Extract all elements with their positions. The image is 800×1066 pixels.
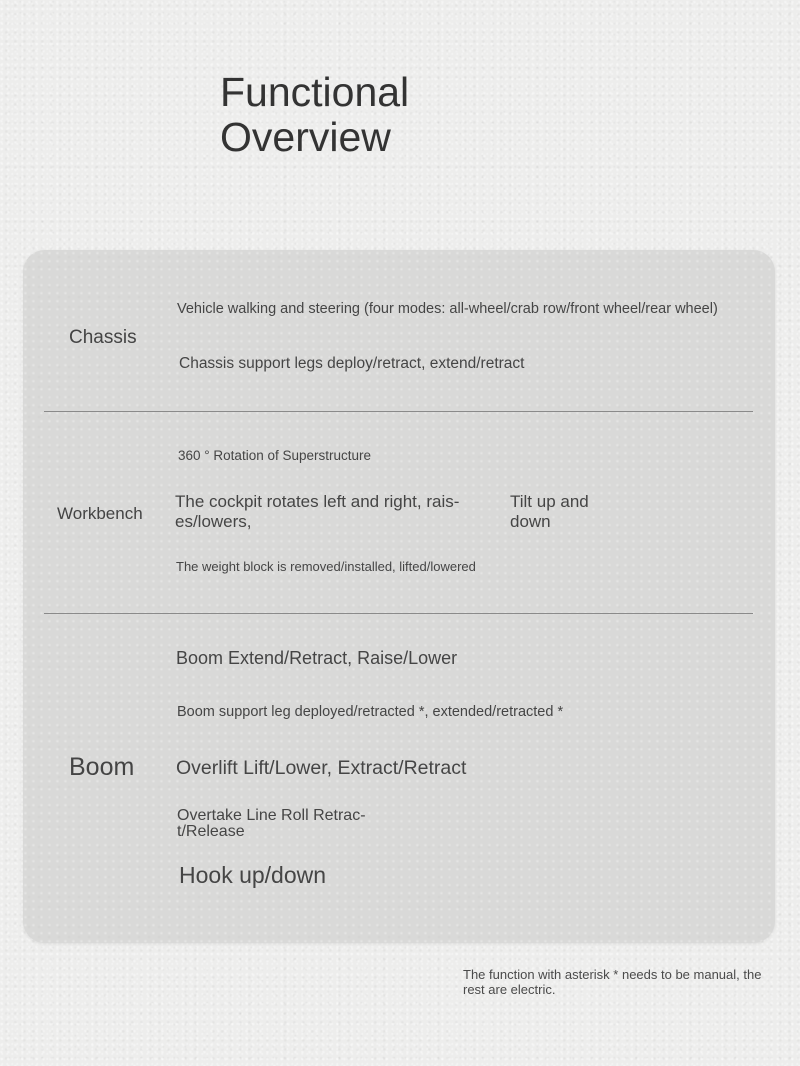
section-divider-2 xyxy=(44,613,753,614)
section-divider-1 xyxy=(44,411,753,412)
workbench-item-weight-block: The weight block is removed/installed, lifted/lowered xyxy=(176,559,476,574)
footnote-manual-vs-electric: The function with asterisk * needs to be manual, the rest are electric. xyxy=(463,967,762,997)
chassis-item-support-legs: Chassis support legs deploy/retract, extend/retract xyxy=(179,355,525,372)
workbench-item-cockpit: The cockpit rotates left and right, rais-es/lowers, xyxy=(175,492,460,531)
section-label-chassis: Chassis xyxy=(69,327,137,348)
boom-item-extend-raise: Boom Extend/Retract, Raise/Lower xyxy=(176,648,458,668)
workbench-item-tilt: Tilt up and down xyxy=(510,492,589,531)
boom-item-overlift: Overlift Lift/Lower, Extract/Retract xyxy=(176,757,467,779)
page-title-line-1: Functional xyxy=(220,69,410,115)
function-overview-panel xyxy=(23,250,775,943)
boom-item-hook: Hook up/down xyxy=(179,862,327,888)
boom-item-support-leg: Boom support leg deployed/retracted *, extended/retracted * xyxy=(177,704,564,720)
page-title xyxy=(220,70,409,160)
boom-item-overtake-line: Overtake Line Roll Retrac-t/Release xyxy=(177,807,366,840)
section-label-boom: Boom xyxy=(69,753,135,781)
chassis-item-walking-steering: Vehicle walking and steering (four modes: all-wheel/crab row/front wheel/rear wheel) xyxy=(177,301,718,317)
page-title-line-2: Overview xyxy=(220,114,391,160)
section-label-workbench: Workbench xyxy=(57,504,143,523)
workbench-item-rotation: 360 ° Rotation of Superstructure xyxy=(178,448,372,463)
